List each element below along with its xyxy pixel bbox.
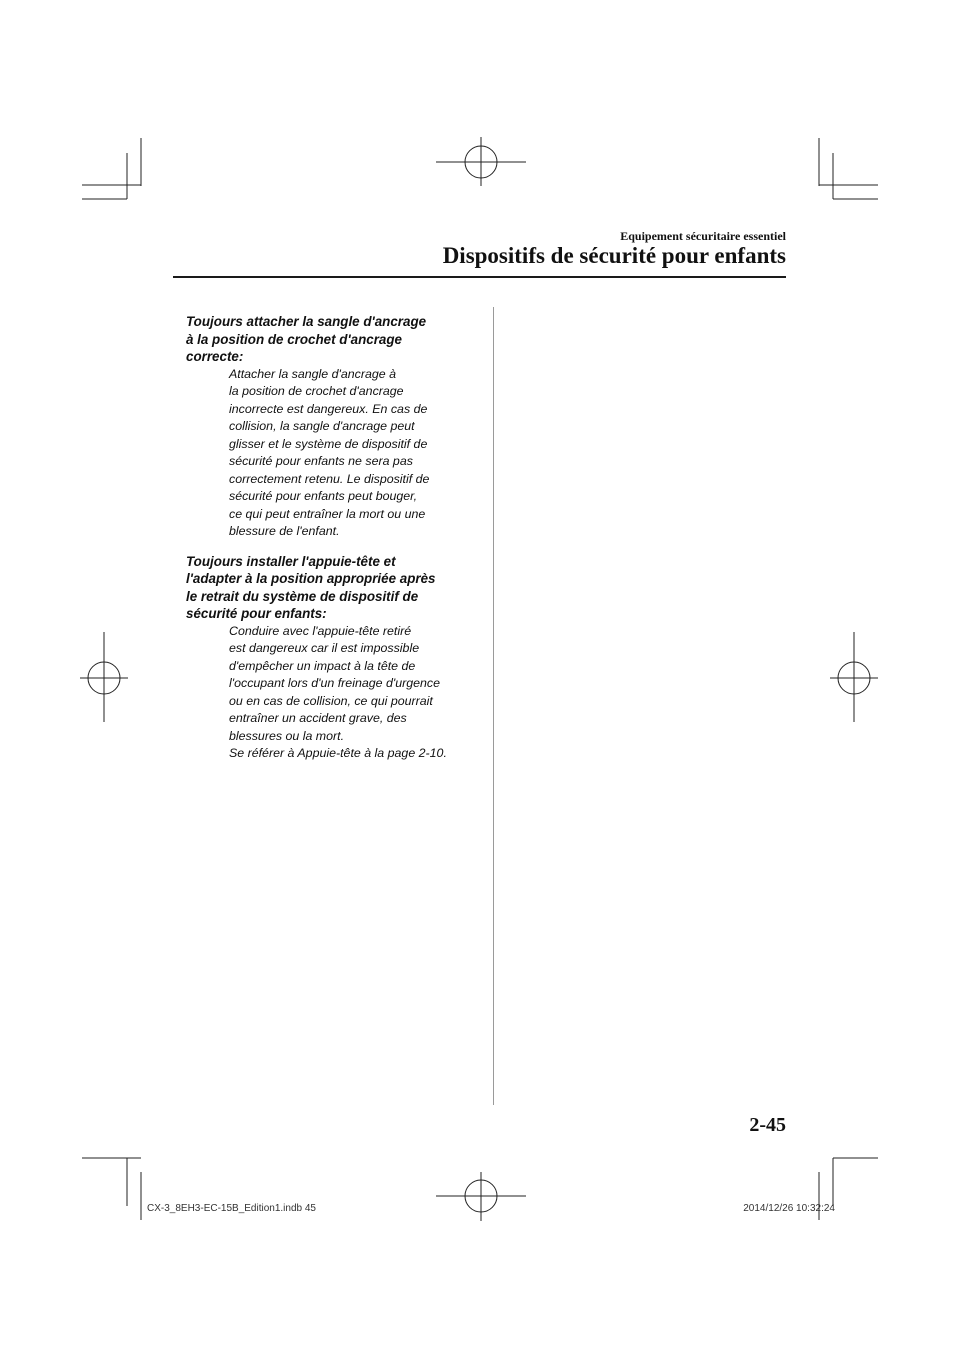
warning-body-line: blessure de l'enfant. bbox=[229, 524, 340, 538]
page-reference-line: Se référer à Appuie-tête à la page 2-10. bbox=[229, 746, 447, 760]
warning-body-line: Conduire avec l'appuie-tête retiré bbox=[229, 623, 412, 638]
warning-title-line: sécurité pour enfants: bbox=[186, 606, 327, 621]
warning-body-line: la position de crochet d'ancrage bbox=[229, 384, 404, 398]
warning-list bbox=[186, 313, 486, 775]
warning-body-line: l'occupant lors d'un freinage d'urgence bbox=[229, 676, 440, 690]
footer-timestamp: 2014/12/26 10:32:24 bbox=[743, 1203, 835, 1214]
warning-body-line: d'empêcher un impact à la tête de bbox=[229, 658, 416, 673]
warning-body-line: entraîner un accident grave, des bbox=[229, 711, 407, 725]
warning-title-line: Toujours installer l'appuie-tête et bbox=[186, 553, 396, 569]
footer-file-info: CX-3_8EH3-EC-15B_Edition1.indb 45 bbox=[147, 1203, 316, 1214]
warning-body-line: ce qui peut entraîner la mort ou une bbox=[229, 506, 426, 521]
warning-body-line: collision, la sangle d'ancrage peut bbox=[229, 419, 415, 433]
warning-title-line: correcte: bbox=[186, 349, 244, 364]
warning-head-restraint bbox=[186, 553, 486, 763]
warning-body-line: est dangereux car il est impossible bbox=[229, 641, 420, 655]
warning-anchor-strap bbox=[186, 313, 486, 541]
warning-body-line: incorrecte est dangereux. En cas de bbox=[229, 401, 428, 416]
page-number: 2-45 bbox=[749, 1114, 786, 1136]
warning-body-line: correctement retenu. Le dispositif de bbox=[229, 471, 430, 486]
warning-title-line: Toujours attacher la sangle d'ancrage bbox=[186, 314, 427, 329]
warning-body-line: glisser et le système de dispositif de bbox=[229, 436, 428, 451]
section-label: Equipement sécuritaire essentiel bbox=[620, 229, 786, 243]
warning-body-line: Attacher la sangle d'ancrage à bbox=[229, 366, 396, 381]
warning-body-line: blessures ou la mort. bbox=[229, 728, 345, 743]
warning-title-line: à la position de crochet d'ancrage bbox=[186, 331, 403, 347]
page-title: Dispositifs de sécurité pour enfants bbox=[442, 243, 786, 268]
header-divider bbox=[173, 276, 786, 278]
warning-title-line: l'adapter à la position appropriée après bbox=[186, 571, 436, 586]
warning-body-line: sécurité pour enfants ne sera pas bbox=[229, 454, 413, 468]
column-divider bbox=[493, 307, 494, 1105]
warning-body-line: sécurité pour enfants peut bouger, bbox=[229, 489, 418, 503]
warning-title-line: le retrait du système de dispositif de bbox=[186, 588, 419, 604]
warning-body-line: ou en cas de collision, ce qui pourrait bbox=[229, 693, 433, 708]
